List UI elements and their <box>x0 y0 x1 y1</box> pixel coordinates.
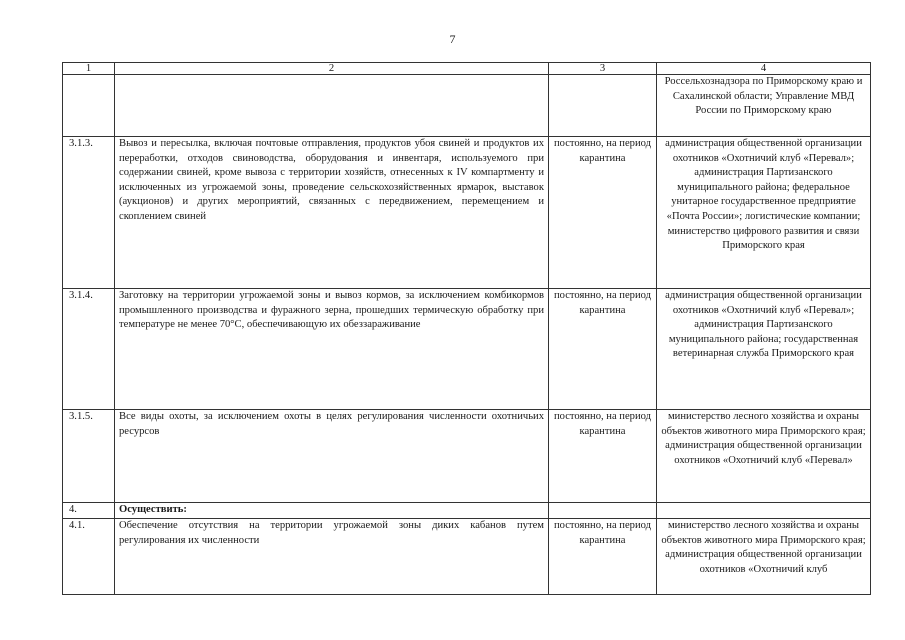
responsible: министерство лесного хозяйства и охраны объектов животного мира Приморского края; администрация общественной организации охотников «Охотничий клуб «Перевал» <box>657 410 871 503</box>
measure-text <box>115 75 549 137</box>
responsible: администрация общественной организации охотников «Охотничий клуб «Перевал»; администрация Партизанского муниципального района; государственная ветеринарная служба Приморского края <box>657 289 871 410</box>
table-row <box>63 289 871 410</box>
responsible: министерство лесного хозяйства и охраны объектов животного мира Приморского края; администрация общественной организации охотников «Охотничий клуб <box>657 519 871 595</box>
table-header-row <box>63 63 871 75</box>
table-row <box>63 410 871 503</box>
deadline: постоянно, на период карантина <box>549 519 657 595</box>
measure-text: Заготовку на территории угрожаемой зоны и вывоз кормов, за исключением комбикормов промышленного производства и фуражного зерна, прошедших термическую обработку при температуре не менее 70°С, обеспечивающую их обеззараживание <box>115 289 549 410</box>
measure-text: Обеспечение отсутствия на территории угрожаемой зоны диких кабанов путем регулирования их численности <box>115 519 549 595</box>
deadline: постоянно, на период карантина <box>549 410 657 503</box>
measures-table <box>62 62 871 595</box>
item-number <box>63 75 115 137</box>
deadline: постоянно, на период карантина <box>549 289 657 410</box>
table-row <box>63 137 871 289</box>
measure-text: Все виды охоты, за исключением охоты в целях регулирования численности охотничьих ресурсов <box>115 410 549 503</box>
table-row <box>63 519 871 595</box>
item-number: 3.1.3. <box>63 137 115 289</box>
column-header: 1 <box>63 63 115 75</box>
deadline: постоянно, на период карантина <box>549 137 657 289</box>
deadline <box>549 75 657 137</box>
table-row <box>63 75 871 137</box>
responsible <box>657 503 871 519</box>
item-number: 3.1.5. <box>63 410 115 503</box>
column-header: 2 <box>115 63 549 75</box>
section-title: Осуществить: <box>115 503 549 519</box>
column-header: 3 <box>549 63 657 75</box>
deadline <box>549 503 657 519</box>
measure-text: Вывоз и пересылка, включая почтовые отправления, продуктов убоя свиней и продуктов их переработки, отходов свиноводства, оборудования и инвентаря, используемого при содержании свиней, кроме вывоза с территории хозяйств, отнесенных к IV компартменту и исключенных из угрожаемой зоны, проведение сельскохозяйственных ярмарок, выставок (аукционов) и других мероприятий, связанных с передвижением, перемещением и скоплением свиней <box>115 137 549 289</box>
responsible: администрация общественной организации охотников «Охотничий клуб «Перевал»; администрация Партизанского муниципального района; федеральное унитарное государственное предприятие «Почта России»; логистические компании; министерство цифрового развития и связи Приморского края <box>657 137 871 289</box>
item-number: 4.1. <box>63 519 115 595</box>
responsible: Россельхознадзора по Приморскому краю и Сахалинской области; Управление МВД России по Приморскому краю <box>657 75 871 137</box>
page-number: 7 <box>449 32 456 46</box>
table-section-row <box>63 503 871 519</box>
item-number: 4. <box>63 503 115 519</box>
column-header: 4 <box>657 63 871 75</box>
item-number: 3.1.4. <box>63 289 115 410</box>
